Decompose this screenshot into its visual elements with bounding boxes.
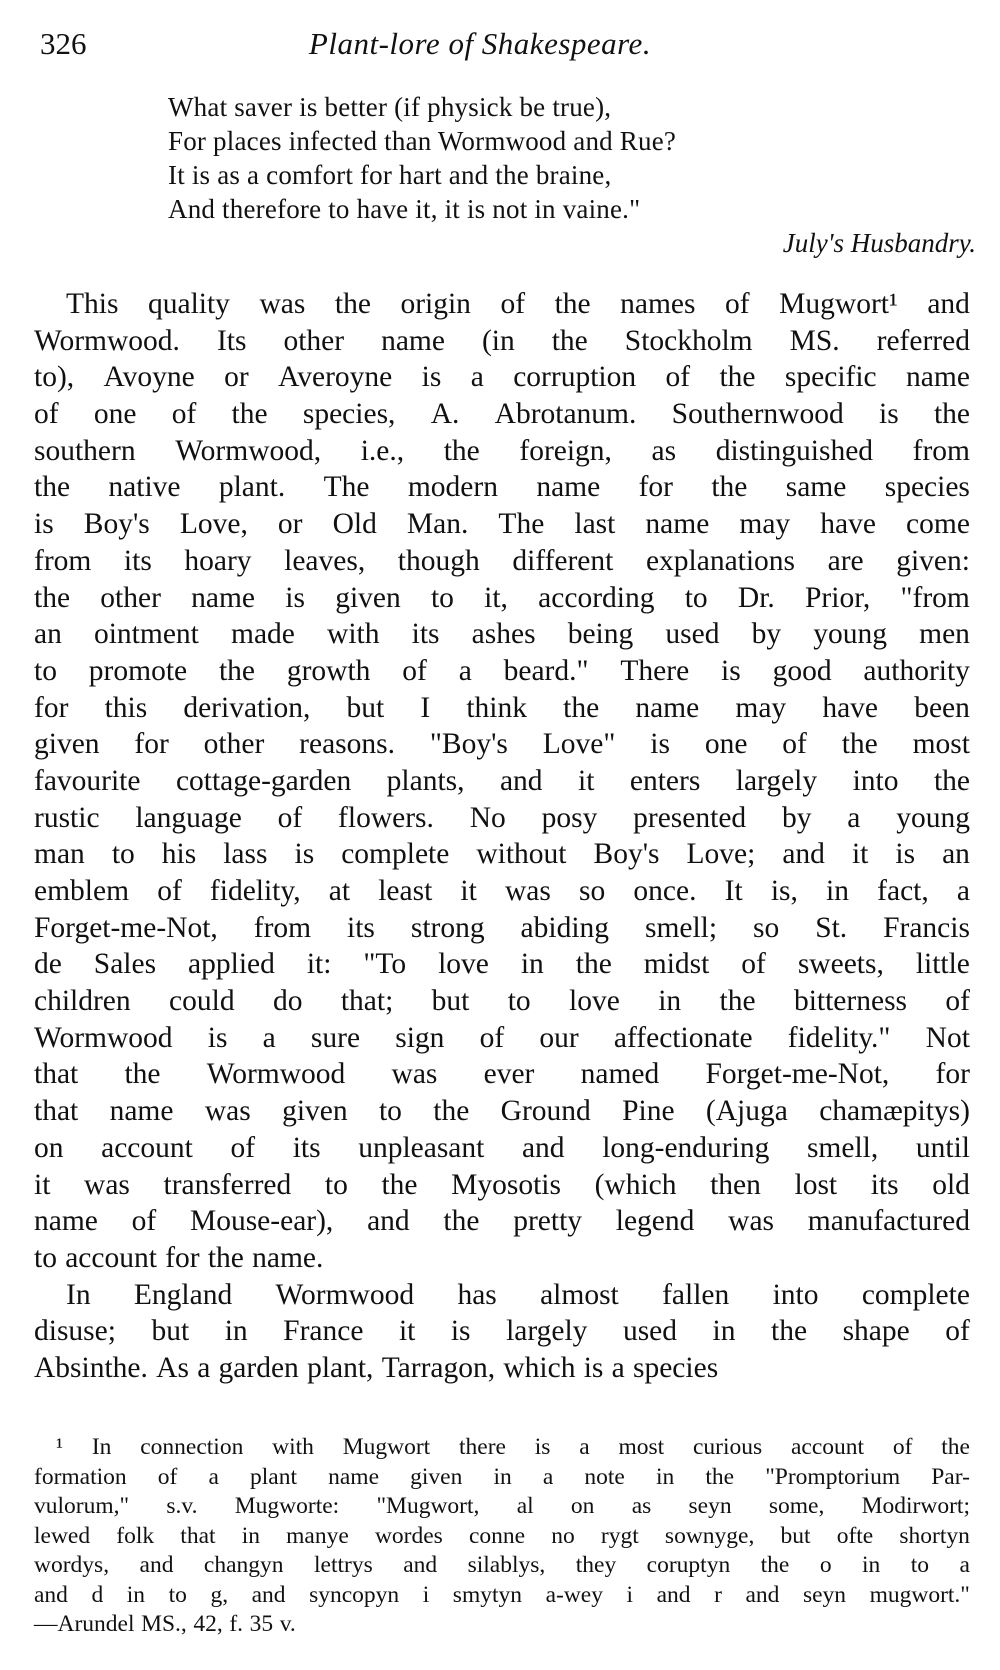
text-line: for this derivation, but I think the name may have been <box>34 691 970 724</box>
text-line: from its hoary leaves, though different explanations are given: <box>34 544 970 577</box>
text-line: ¹ In connection with Mugwort there is a most curious account of the <box>56 1434 970 1460</box>
text-line: on account of its unpleasant and long-enduring smell, until <box>34 1131 970 1164</box>
text-line: Wormwood. Its other name (in the Stockholm MS. referred <box>34 324 970 357</box>
running-title: Plant-lore of Shakespeare. <box>308 26 652 61</box>
text-line: de Sales applied it: "To love in the midst of sweets, little <box>34 948 970 981</box>
text-line: favourite cottage-garden plants, and it enters largely into the <box>34 764 970 797</box>
text-line: is Boy's Love, or Old Man. The last name may have come <box>34 508 970 541</box>
text-line: given for other reasons. "Boy's Love" is one of the most <box>34 728 970 761</box>
verse-line: What saver is better (if physick be true), <box>168 92 612 122</box>
page-number: 326 <box>40 26 87 61</box>
verse-attribution: July's Husbandry. <box>782 228 976 258</box>
text-line: an ointment made with its ashes being used by young men <box>34 618 970 651</box>
text-line: of one of the species, A. Abrotanum. Southernwood is the <box>34 398 970 431</box>
text-line: that the Wormwood was ever named Forget-me-Not, for <box>34 1058 970 1091</box>
body-text <box>34 286 970 1387</box>
text-line: emblem of fidelity, at least it was so once. It is, in fact, a <box>34 875 970 907</box>
text-line: —Arundel MS., 42, f. 35 v. <box>34 1611 296 1637</box>
text-line: This quality was the origin of the names of Mugwort¹ and <box>66 288 970 320</box>
text-line: formation of a plant name given in a note in the "Promptorium Par- <box>34 1463 970 1490</box>
text-line: to promote the growth of a beard." There is good authority <box>34 654 970 687</box>
text-line: southern Wormwood, i.e., the foreign, as distinguished from <box>34 434 970 467</box>
text-line: that name was given to the Ground Pine (Ajuga chamæpitys) <box>34 1095 970 1128</box>
text-line: to account for the name. <box>34 1241 324 1274</box>
text-line: Forget-me-Not, from its strong abiding smell; so St. Francis <box>34 911 970 944</box>
text-line: Wormwood is a sure sign of our affectionate fidelity." Not <box>34 1021 970 1054</box>
text-line: vulorum," s.v. Mugworte: "Mugwort, al on as seyn some, Modirwort; <box>34 1493 970 1519</box>
text-line: the native plant. The modern name for the same species <box>34 471 970 504</box>
verse-line: And therefore to have it, it is not in vaine." <box>168 194 641 224</box>
text-line: Absinthe. As a garden plant, Tarragon, which is a species <box>34 1351 719 1384</box>
text-line: children could do that; but to love in the bitterness of <box>34 985 970 1018</box>
verse-line: It is as a comfort for hart and the braine, <box>168 160 612 190</box>
text-line: In England Wormwood has almost fallen into complete <box>66 1278 970 1311</box>
verse-quotation <box>168 90 976 226</box>
page-header <box>40 26 920 66</box>
text-line: lewed folk that in manye wordes conne no rygt sownyge, but ofte shortyn <box>34 1522 970 1549</box>
text-line: rustic language of flowers. No posy presented by a young <box>34 801 970 834</box>
text-line: wordys, and changyn lettrys and silablys, they coruptyn the o in to a <box>34 1552 970 1578</box>
text-line: disuse; but in France it is largely used in the shape of <box>34 1315 970 1348</box>
text-line: the other name is given to it, according to Dr. Prior, "from <box>34 581 970 614</box>
verse-line: For places infected than Wormwood and Rue? <box>168 126 677 156</box>
text-line: it was transferred to the Myosotis (which then lost its old <box>34 1168 970 1201</box>
text-line: and d in to g, and syncopyn i smytyn a-wey i and r and seyn mugwort." <box>34 1581 970 1608</box>
text-line: name of Mouse-ear), and the pretty legend was manufactured <box>34 1205 970 1238</box>
text-line: man to his lass is complete without Boy's Love; and it is an <box>34 838 970 871</box>
text-line: to), Avoyne or Averoyne is a corruption of the specific name <box>34 361 970 394</box>
footnote <box>34 1433 970 1640</box>
